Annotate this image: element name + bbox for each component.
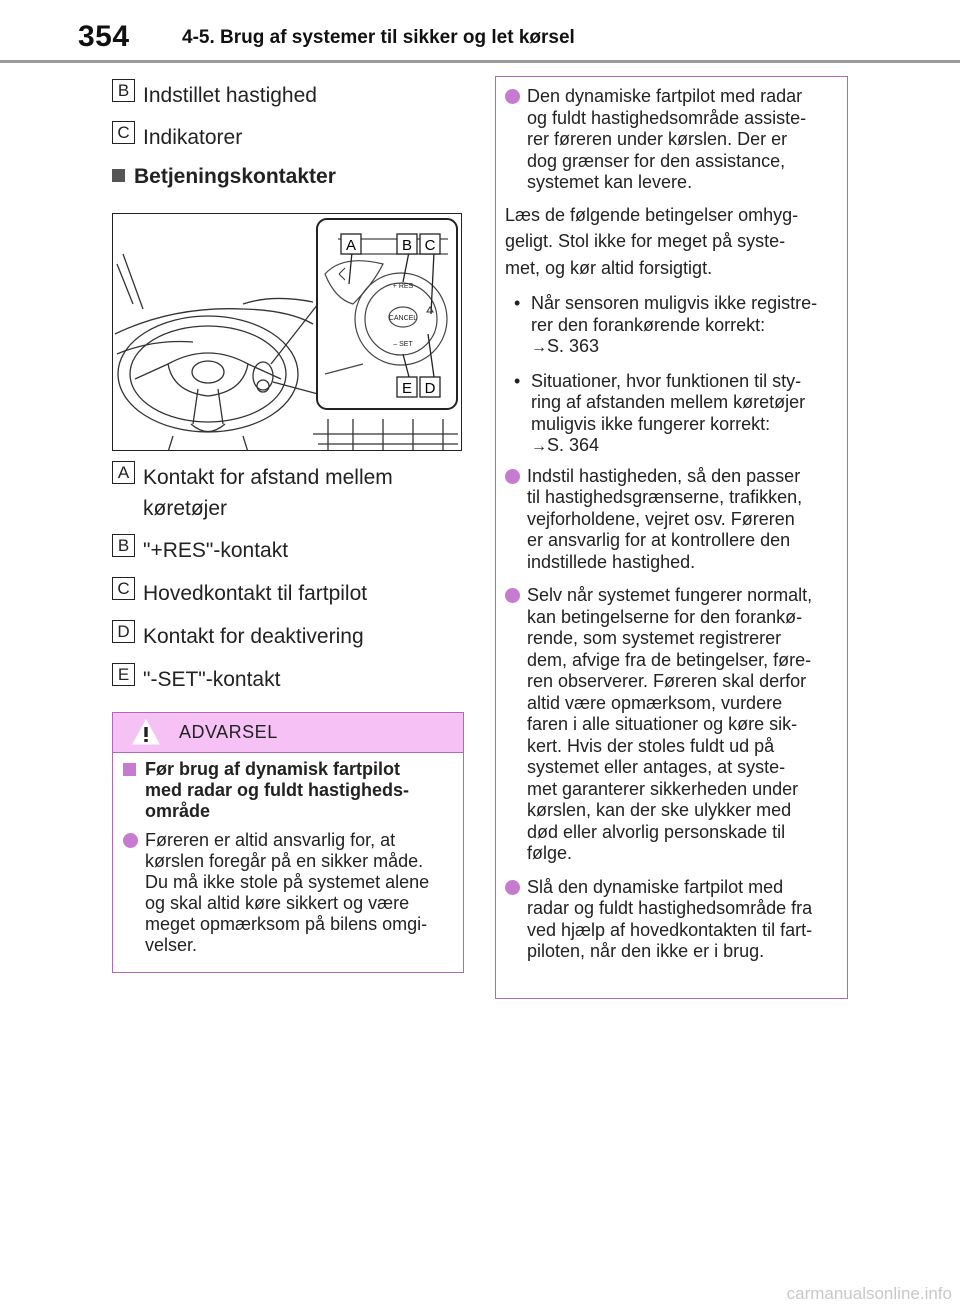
set-switch-label: – SET [393, 341, 413, 348]
text-line: rende, som systemet registrerer [527, 628, 782, 648]
callout-b: B [401, 237, 413, 254]
text-line: vejforholdene, vejret osv. Føreren [527, 508, 795, 529]
callout-c: C [424, 237, 436, 254]
text-line: rer føreren under kørslen. Der er [527, 129, 788, 149]
warning-heading [123, 759, 453, 822]
text-line: met garanterer sikkerheden under [527, 778, 799, 799]
text-line: Før brug af dynamisk fartpilot [145, 759, 401, 779]
legend-text: "-SET"-kontakt [143, 668, 281, 691]
text-line: område [145, 801, 211, 821]
text-line: Indstil hastigheden, så den passer [527, 465, 801, 486]
info-bullet-4 [505, 877, 841, 963]
warning-box [112, 712, 464, 973]
text-line: Føreren er altid ansvarlig for, at [145, 830, 396, 850]
label-box: B [112, 79, 135, 102]
text-line: systemet kan levere. [527, 172, 693, 192]
subheading-text: Betjeningskontakter [134, 165, 336, 188]
text-line: til hastighedsgrænserne, trafikken, [527, 487, 803, 507]
info-bullet-2 [505, 466, 841, 574]
text-line: ren observerer. Føreren skal derfor [527, 671, 807, 691]
round-bullet-icon [505, 469, 520, 484]
text-line: Når sensoren muligvis ikke registre- [531, 293, 818, 313]
text-line: meget opmærksom på bilens omgi- [145, 914, 428, 934]
watermark: carmanualsonline.info [786, 1284, 952, 1303]
label-text: Indstillet hastighed [143, 84, 317, 107]
cancel-switch-label: CANCEL [388, 315, 418, 322]
text-line: og skal altid køre sikkert og være [145, 893, 410, 913]
res-switch-label: + RES [392, 283, 414, 290]
text-line: faren i alle situationer og køre sik- [527, 714, 798, 734]
round-bullet-icon [505, 588, 520, 603]
steering-wheel-drawing [113, 214, 462, 451]
info-dash-item-1 [505, 293, 841, 359]
round-bullet-icon [505, 880, 520, 895]
text-line: dem, afvige fra de betingelser, føre- [527, 649, 812, 670]
warning-header [113, 713, 463, 753]
page-reference[interactable] [531, 435, 841, 458]
legend-text-continued: køretøjer [143, 497, 227, 520]
text-line: Læs de følgende betingelser omhyg- [505, 204, 799, 225]
label-text: Indikatorer [143, 126, 243, 149]
text-line: kan betingelserne for den forankø- [527, 606, 803, 627]
text-line: død eller alvorlig personskade til [527, 821, 786, 842]
page-reference-text: S. 364 [547, 435, 600, 455]
info-bullet-3 [505, 585, 841, 865]
warning-body [123, 759, 453, 956]
text-line: altid være opmærksom, vurdere [527, 692, 783, 713]
info-bullet-1 [505, 86, 841, 194]
steering-wheel-illustration [112, 213, 462, 451]
label-box: C [112, 121, 135, 144]
text-line: kert. Hvis der stoles fuldt ud på [527, 735, 775, 756]
text-line: met, og kør altid forsigtigt. [505, 257, 713, 278]
text-line: med radar og fuldt hastigheds- [145, 780, 410, 800]
round-bullet-icon [505, 89, 520, 104]
dash-bullet: • [514, 293, 521, 313]
page-reference-text: S. 363 [547, 336, 600, 356]
arrow-right-icon: → [531, 339, 547, 356]
text-line: Den dynamiske fartpilot med radar [527, 86, 803, 106]
text-line: følge. [527, 843, 573, 863]
text-line: systemet eller antages, at syste- [527, 757, 786, 777]
text-line: Slå den dynamiske fartpilot med [527, 876, 784, 897]
square-bullet-icon [112, 169, 125, 182]
text-line: ring af afstanden mellem køretøjer [531, 392, 806, 412]
text-line: kørslen, kan der ske ulykker med [527, 800, 792, 820]
label-box: A [112, 461, 135, 484]
warning-title: ADVARSEL [179, 722, 278, 742]
text-line: radar og fuldt hastighedsområde fra [527, 898, 813, 918]
text-line: Situationer, hvor funktionen til sty- [531, 370, 802, 391]
info-body [505, 86, 841, 963]
text-line: ved hjælp af hovedkontakten til fart- [527, 919, 813, 940]
round-bullet-icon [123, 833, 138, 848]
text-line: kørslen foregår på en sikker måde. [145, 851, 424, 871]
page-number: 354 [78, 20, 130, 53]
info-box [495, 76, 848, 999]
subheading [112, 165, 336, 189]
page-header [0, 0, 960, 60]
square-bullet-icon [123, 763, 136, 776]
page-reference[interactable] [531, 336, 841, 359]
text-line: piloten, når den ikke er i brug. [527, 941, 765, 961]
callout-d: D [424, 380, 436, 397]
text-line: og fuldt hastighedsområde assiste- [527, 107, 807, 128]
callout-e: E [401, 380, 413, 397]
info-paragraph [505, 202, 841, 282]
header-divider [0, 60, 960, 63]
label-box: B [112, 534, 135, 557]
info-dash-item-2 [505, 371, 841, 458]
text-line: muligvis ikke fungerer korrekt: [531, 413, 771, 434]
legend-text: Hovedkontakt til fartpilot [143, 582, 368, 605]
label-box: D [112, 620, 135, 643]
label-box: E [112, 663, 135, 686]
legend-text: Kontakt for afstand mellem [143, 466, 393, 489]
text-line: indstillede hastighed. [527, 551, 696, 572]
warning-triangle-icon [131, 718, 161, 746]
dash-bullet: • [514, 370, 521, 391]
callout-a: A [345, 237, 357, 254]
warning-bullet [123, 830, 453, 956]
arrow-right-icon: → [531, 438, 547, 455]
text-line: Selv når systemet fungerer normalt, [527, 585, 813, 605]
legend-text: "+RES"-kontakt [143, 539, 289, 562]
text-line: geligt. Stol ikke for meget på syste- [505, 231, 786, 251]
text-line: er ansvarlig for at kontrollere den [527, 530, 791, 550]
text-line: rer den forankørende korrekt: [531, 314, 766, 335]
section-title: 4-5. Brug af systemer til sikker og let kørsel [182, 27, 575, 48]
text-line: Du må ikke stole på systemet alene [145, 872, 430, 892]
text-line: dog grænser for den assistance, [527, 150, 786, 171]
legend-text: Kontakt for deaktivering [143, 625, 364, 648]
text-line: velser. [145, 935, 198, 955]
label-box: C [112, 577, 135, 600]
